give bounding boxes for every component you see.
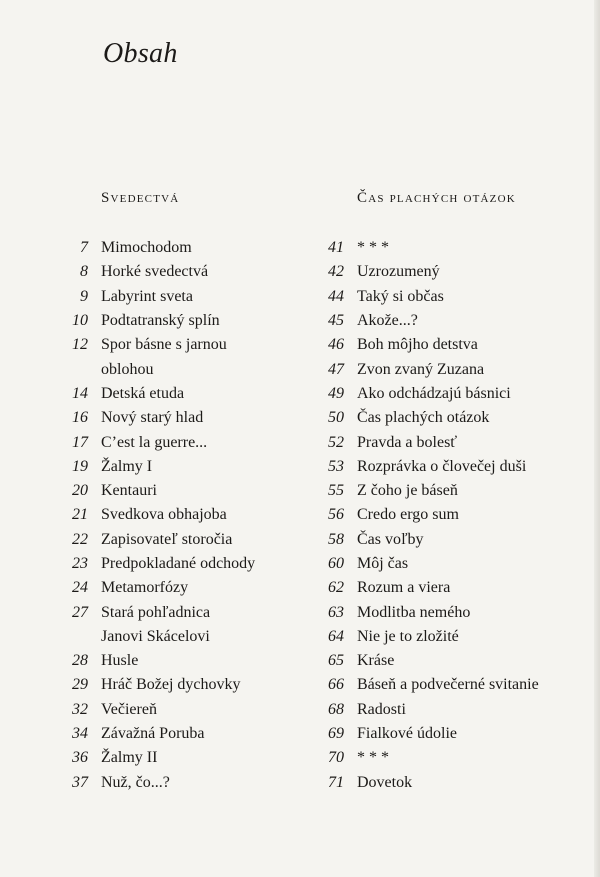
toc-page-number: 46 (328, 336, 344, 354)
toc-entry (60, 528, 255, 552)
toc-page-number: 70 (328, 749, 344, 767)
toc-page-number: 62 (328, 579, 344, 597)
toc-column-cas-plachych-otazok (316, 236, 539, 795)
toc-entry (316, 430, 539, 454)
page-edge (594, 0, 600, 877)
toc-entry (316, 673, 539, 697)
toc-page-number: 8 (80, 263, 88, 281)
toc-page-number: 16 (72, 409, 88, 427)
toc-page-number: 17 (72, 433, 88, 451)
toc-entry-title: * * * (357, 749, 389, 767)
toc-entry-title: oblohou (101, 360, 154, 378)
toc-entry (316, 600, 539, 624)
toc-page-number: 19 (72, 457, 88, 475)
toc-entry (60, 309, 255, 333)
toc-entry-title: Nuž, čo...? (101, 773, 170, 791)
toc-entry (60, 673, 255, 697)
section-heading-svedectva: Svedectvá (101, 190, 180, 206)
toc-entry (60, 576, 255, 600)
toc-page-number: 71 (328, 773, 344, 791)
toc-entry (60, 722, 255, 746)
toc-entry (60, 333, 255, 357)
toc-page-number: 37 (72, 773, 88, 791)
toc-page-number: 34 (72, 725, 88, 743)
toc-entry (60, 479, 255, 503)
toc-entry-title: Svedkova obhajoba (101, 506, 227, 524)
toc-page-number: 41 (328, 239, 344, 257)
toc-entry (316, 503, 539, 527)
toc-entry (316, 357, 539, 381)
toc-page-number: 28 (72, 652, 88, 670)
toc-page-number: 65 (328, 652, 344, 670)
toc-page-number: 47 (328, 360, 344, 378)
toc-entry (316, 236, 539, 260)
toc-entry-title: Stará pohľadnica (101, 603, 211, 621)
toc-entry (60, 625, 255, 649)
toc-page-number: 55 (328, 482, 344, 500)
toc-page-number: 56 (328, 506, 344, 524)
toc-entry-title: Báseň a podvečerné svitanie (357, 676, 539, 694)
toc-page-number: 53 (328, 457, 344, 475)
toc-entry (316, 382, 539, 406)
toc-page-number: 14 (72, 384, 88, 402)
toc-entry-title: Večiereň (101, 700, 157, 718)
toc-page-number: 66 (328, 676, 344, 694)
toc-page-number: 63 (328, 603, 344, 621)
toc-entry-title: Žalmy I (101, 457, 153, 475)
toc-entry (316, 309, 539, 333)
toc-entry (316, 771, 539, 795)
toc-entry-title: Kentauri (101, 482, 157, 500)
toc-entry-title: Boh môjho detstva (357, 336, 478, 354)
toc-entry (316, 625, 539, 649)
toc-page-number: 45 (328, 312, 344, 330)
toc-entry-title: Horké svedectvá (101, 263, 209, 281)
toc-entry (316, 260, 539, 284)
toc-entry (60, 357, 255, 381)
toc-entry (60, 698, 255, 722)
toc-entry-title: Janovi Skácelovi (101, 627, 210, 645)
toc-entry-title: Modlitba nemého (357, 603, 471, 621)
toc-entry-title: Čas plachých otázok (357, 409, 490, 427)
toc-entry (60, 771, 255, 795)
toc-entry (60, 503, 255, 527)
toc-entry-title: Z čoho je báseň (357, 482, 458, 500)
toc-page-number: 22 (72, 530, 88, 548)
toc-entry-title: Dovetok (357, 773, 413, 791)
toc-entry-title: * * * (357, 239, 389, 257)
toc-column-svedectva (60, 236, 255, 795)
toc-entry (60, 455, 255, 479)
toc-entry-title: C’est la guerre... (101, 433, 208, 451)
toc-entry-title: Závažná Poruba (101, 725, 205, 743)
toc-entry (316, 722, 539, 746)
toc-entry-title: Credo ergo sum (357, 506, 459, 524)
toc-page-number: 44 (328, 287, 344, 305)
toc-entry-title: Metamorfózy (101, 579, 189, 597)
toc-page-number: 27 (72, 603, 88, 621)
toc-entry (60, 285, 255, 309)
toc-entry-title: Taký si občas (357, 287, 444, 305)
toc-entry (316, 455, 539, 479)
toc-page-number: 68 (328, 700, 344, 718)
toc-entry-title: Radosti (357, 700, 406, 718)
toc-entry-title: Rozum a viera (357, 579, 451, 597)
toc-entry (316, 649, 539, 673)
toc-page-number: 50 (328, 409, 344, 427)
toc-page-number: 29 (72, 676, 88, 694)
toc-entry-title: Rozprávka o človečej duši (357, 457, 527, 475)
toc-entry-title: Fialkové údolie (357, 725, 457, 743)
toc-page-number: 64 (328, 627, 344, 645)
toc-page-number: 20 (72, 482, 88, 500)
toc-entry-title: Kráse (357, 652, 395, 670)
toc-entry-title: Husle (101, 652, 139, 670)
toc-entry-title: Mimochodom (101, 239, 192, 257)
toc-entry-title: Labyrint sveta (101, 287, 193, 305)
toc-page-number: 32 (72, 700, 88, 718)
toc-entry-title: Akože...? (357, 312, 418, 330)
toc-entry-title: Nový starý hlad (101, 409, 204, 427)
toc-entry (316, 479, 539, 503)
toc-entry-title: Hráč Božej dychovky (101, 676, 241, 694)
toc-page-number: 10 (72, 312, 88, 330)
toc-entry-title: Spor básne s jarnou (101, 336, 227, 354)
toc-entry-title: Zvon zvaný Zuzana (357, 360, 485, 378)
section-heading-cas-plachych-otazok: Čas plachých otázok (357, 190, 516, 206)
toc-entry-title: Čas voľby (357, 530, 424, 548)
toc-page-number: 21 (72, 506, 88, 524)
toc-entry-title: Detská etuda (101, 384, 185, 402)
toc-entry (60, 406, 255, 430)
toc-page-number: 49 (328, 384, 344, 402)
toc-page-number: 36 (72, 749, 88, 767)
toc-entry (60, 430, 255, 454)
toc-entry (60, 552, 255, 576)
toc-entry (316, 552, 539, 576)
toc-entry-title: Podtatranský splín (101, 312, 220, 330)
toc-entry-title: Nie je to zložité (357, 627, 459, 645)
toc-entry (316, 406, 539, 430)
toc-entry (316, 285, 539, 309)
toc-page-number: 23 (72, 555, 88, 572)
toc-entry-title: Predpokladané odchody (101, 555, 256, 572)
toc-entry (60, 382, 255, 406)
toc-entry-title: Môj čas (357, 555, 409, 572)
toc-entry (316, 333, 539, 357)
toc-page-number: 12 (72, 336, 88, 354)
toc-entry-title: Zapisovateľ storočia (101, 530, 233, 548)
toc-entry (60, 600, 255, 624)
toc-entry (316, 746, 539, 770)
toc-entry (316, 698, 539, 722)
toc-entry (60, 260, 255, 284)
toc-page-number: 69 (328, 725, 344, 743)
toc-entry (316, 576, 539, 600)
toc-page-number: 42 (328, 263, 344, 281)
toc-page-number: 58 (328, 530, 344, 548)
toc-entry-title: Pravda a bolesť (357, 433, 458, 451)
toc-entry (60, 649, 255, 673)
toc-entry (60, 236, 255, 260)
toc-page-number: 7 (80, 239, 88, 257)
toc-entry-title: Ako odchádzajú básnici (357, 384, 511, 402)
toc-entry-title: Žalmy II (101, 749, 158, 767)
toc-entry-title: Uzrozumený (357, 263, 440, 281)
page-title: Obsah (103, 38, 178, 69)
toc-page-number: 60 (328, 555, 344, 572)
toc-page-number: 24 (72, 579, 88, 597)
toc-entry (316, 528, 539, 552)
toc-page-number: 52 (328, 433, 344, 451)
toc-page-number: 9 (80, 287, 88, 305)
toc-entry (60, 746, 255, 770)
